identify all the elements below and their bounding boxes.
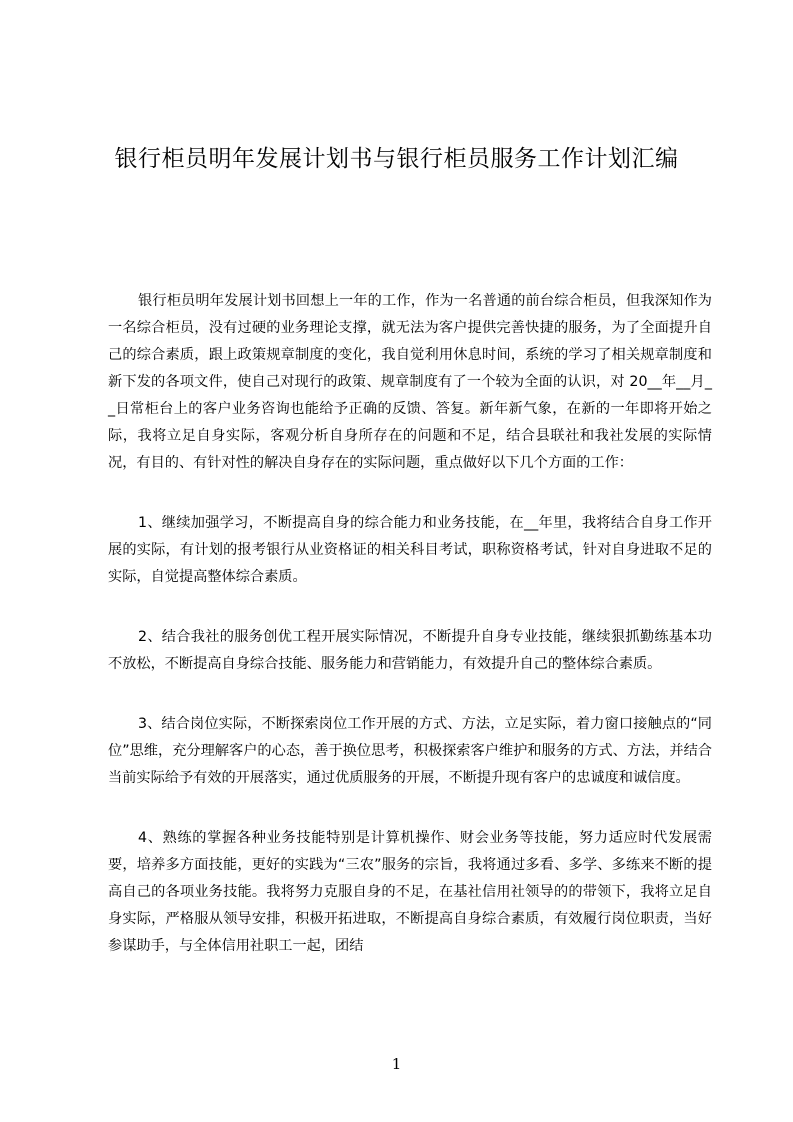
page-number: 1 [391, 1055, 402, 1073]
paragraph-intro: 银行柜员明年发展计划书回想上一年的工作，作为一名普通的前台综合柜员，但我深知作为一名综合柜员，没有过硬的业务理论支撑，就无法为客户提供完善快捷的服务，为了全面提升自己的综合素质，跟上政策规章制度的变化，我自觉利用休息时间，系统的学习了相关规章制度和新下发的各项文件，使自己对现行的政策、规章制度有了一个较为全面的认识，对 20__年__月__日常柜台上的客户业务咨询也能给予正确的反馈、答复。新年新气象，在新的一年即将开始之际，我将立足自身实际，客观分析自身所存在的问题和不足，结合县联社和我社发展的实际情况，有目的、有针对性的解决自身存在的实际问题，重点做好以下几个方面的工作： [108, 293, 712, 471]
paragraph-item-4: 4、熟练的掌握各种业务技能特别是计算机操作、财会业务等技能，努力适应时代发展需要，培养多方面技能，更好的实践为“三农”服务的宗旨，我将通过多看、多学、多练来不断的提高自己的各项业务技能。我将努力克服自身的不足，在基社信用社领导的的带领下，我将立足自身实际，严格服从领导安排，积极开拓进取，不断提高自身综合素质，有效履行岗位职责，当好参谋助手，与全体信用社职工一起，团结 [108, 830, 712, 954]
document-title: 银行柜员明年发展计划书与银行柜员服务工作计划汇编 [114, 146, 679, 172]
paragraph-item-3: 3、结合岗位实际，不断探索岗位工作开展的方式、方法，立足实际，着力窗口接触点的“同位”思维，充分理解客户的心态，善于换位思考，积极探索客户维护和服务的方式、方法，并结合当前实际给予有效的开展落实，通过优质服务的开展，不断提升现有客户的忠诚度和诚信度。 [108, 716, 712, 786]
document-body [108, 288, 712, 993]
paragraph-item-1: 1、继续加强学习，不断提高自身的综合能力和业务技能，在__年里，我将结合自身工作开展的实际，有计划的报考银行从业资格证的相关科目考试，职称资格考试，针对自身进取不足的实际，自觉提高整体综合素质。 [108, 515, 712, 585]
paragraph-item-2: 2、结合我社的服务创优工程开展实际情况，不断提升自身专业技能，继续狠抓勤练基本功不放松，不断提高自身综合技能、服务能力和营销能力，有效提升自己的整体综合素质。 [108, 629, 712, 672]
